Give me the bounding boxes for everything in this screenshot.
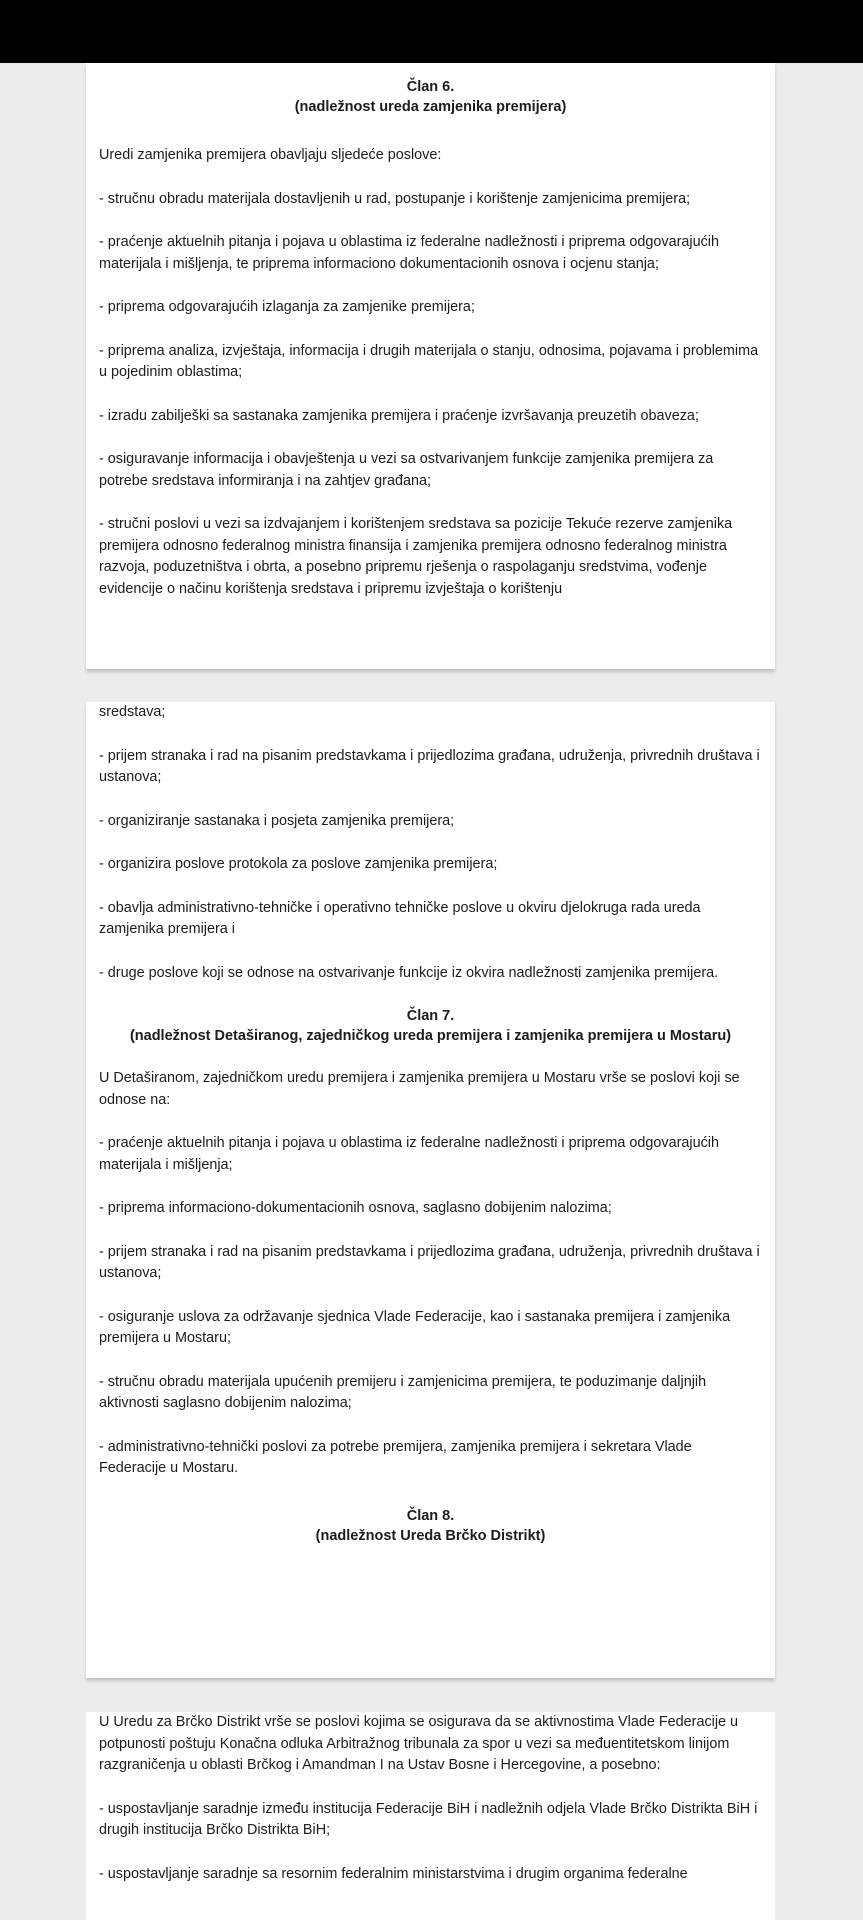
article-7-item-5: - stručnu obradu materijala upućenih premijeru i zamjenicima premijera, te poduzimanje daljnjih aktivnosti saglasno dobijenim nalozima;: [99, 1373, 707, 1411]
article-7-item-1: - praćenje aktuelnih pitanja i pojava u oblastima iz federalne nadležnosti i priprema odgovarajućih materijala i mišljenja;: [99, 1135, 719, 1173]
article-6-item-11: - obavlja administrativno-tehničke i operativno tehničke poslove u okviru djelokruga rada ureda zamjenika premijera i: [99, 899, 701, 937]
article-6-item-10: - organizira poslove protokola za poslove zamjenika premijera;: [99, 856, 498, 872]
article-8-item-2: - uspostavljanje saradnje sa resornim federalnim ministarstvima i drugim organima federalne: [99, 1865, 688, 1882]
article-6-item-1: - stručnu obradu materijala dostavljenih u rad, postupanje i korištenje zamjenicima premijera;: [99, 190, 691, 207]
article-8-title: Član 8.: [406, 1507, 455, 1524]
article-6-title: Član 6.: [406, 79, 455, 95]
article-7-item-2: - priprema informaciono-dokumentacionih osnova, saglasno dobijenim nalozima;: [99, 1200, 612, 1216]
article-6-item-5: - izradu zabilješki sa sastanaka zamjenika premijera i praćenje izvršavanja preuzetih obaveza;: [99, 407, 699, 424]
article-6-item-4: - priprema analiza, izvještaja, informacija i drugih materijala o stanju, odnosima, pojavama i problemima u pojedinim oblastima;: [99, 342, 759, 380]
article-6-item-6: - osiguravanje informacija i obavještenja u vezi sa ostvarivanjem funkcije zamjenika premijera za potrebe sredstava informiranja i na zahtjev građana;: [99, 451, 714, 489]
article-8-subtitle: (nadležnost Ureda Brčko Distrikt): [315, 1527, 546, 1544]
article-7-intro: U Detaširanom, zajedničkom uredu premijera i zamjenika premijera u Mostaru vrše se poslovi koji se odnose na:: [99, 1070, 740, 1108]
document-page-2: [86, 702, 775, 1678]
article-7-title: Član 7.: [406, 1008, 455, 1024]
article-6-item-3: - priprema odgovarajućih izlaganja za zamjenike premijera;: [99, 299, 475, 315]
article-7-item-4: - osiguranje uslova za održavanje sjednica Vlade Federacije, kao i sastanaka premijera i zamjenika premijera u Mostaru;: [99, 1308, 731, 1346]
article-7-item-6: - administrativno-tehnički poslovi za potrebe premijera, zamjenika premijera i sekretara Vlade Federacije u Mostaru.: [99, 1438, 692, 1476]
document-page-3: [86, 1712, 775, 1920]
article-6-item-7-continuation: sredstava;: [99, 704, 166, 720]
article-6-item-2: - praćenje aktuelnih pitanja i pojava u oblastima iz federalne nadležnosti i priprema odgovarajućih materijala i mišljenja, te priprema informaciono dokumentacionih osnova i ocjenu stanja;: [99, 234, 719, 272]
document-page-1: [86, 63, 775, 669]
article-6-subtitle: (nadležnost ureda zamjenika premijera): [294, 99, 567, 115]
article-6-item-12: - druge poslove koji se odnose na ostvarivanje funkcije iz okvira nadležnosti zamjenika premijera.: [99, 964, 719, 981]
article-8-intro: U Uredu za Brčko Distrikt vrše se poslovi kojima se osigurava da se aktivnostima Vlade Federacije u potpunosti poštuju Konačna odluka Arbitražnog tribunala za spor u vezi sa međuentitetskom linijom razgraničenja u oblasti Brčkog i Amandman I na Ustav Bosne i Hercegovine, a posebno:: [99, 1714, 739, 1773]
article-8-item-1: - uspostavljanje saradnje između institucija Federacije BiH i nadležnih odjela Vlade Brčko Distrikta BiH i drugih institucija Brčko Distrikta BiH;: [99, 1800, 758, 1838]
article-6-item-8: - prijem stranaka i rad na pisanim predstavkama i prijedlozima građana, udruženja, privrednih društava i ustanova;: [99, 747, 760, 785]
article-7-item-3: - prijem stranaka i rad na pisanim predstavkama i prijedlozima građana, udruženja, privrednih društava i ustanova;: [99, 1243, 760, 1281]
article-6-item-9: - organiziranje sastanaka i posjeta zamjenika premijera;: [99, 812, 455, 829]
article-6-intro: Uredi zamjenika premijera obavljaju sljedeće poslove:: [99, 147, 442, 163]
article-7-subtitle: (nadležnost Detaširanog, zajedničkog ureda premijera i zamjenika premijera u Mostaru): [129, 1028, 732, 1044]
article-6-item-7: - stručni poslovi u vezi sa izdvajanjem i korištenjem sredstava sa pozicije Tekuće rezerve zamjenika premijera odnosno federalnog ministra finansija i zamjenika premijera odnosno federalnog ministra razvoja, poduzetništva i obrta, a posebno pripremu rješenja o raspolaganju sredstvima, vođenje evidencije o načinu korištenja sredstava i pripremu izvještaja o korištenju: [99, 516, 733, 597]
top-status-bar: [0, 0, 863, 63]
